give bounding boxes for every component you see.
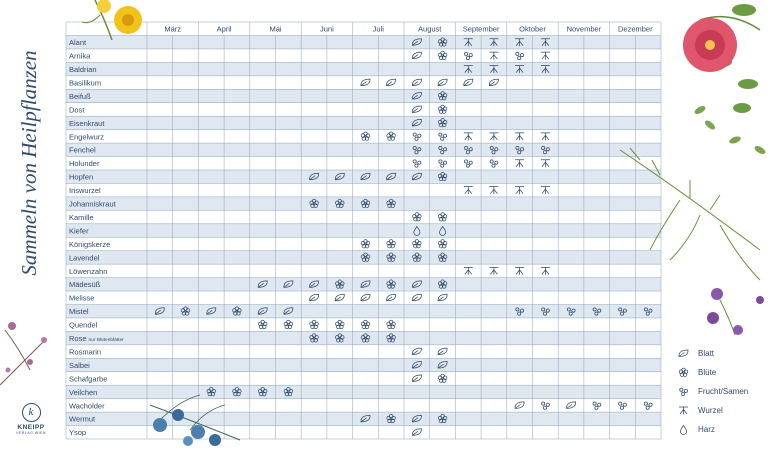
month-label: Juli [372,24,384,34]
plant-name: Wermut [69,414,96,424]
legend-item-seed [677,382,767,401]
table-row [66,143,661,156]
plant-name: Ysop [69,428,87,438]
table-row [66,331,661,344]
table-row [66,183,661,196]
legend-item-leaf [677,344,767,363]
drop-icon [677,424,690,435]
month-label: November [566,24,602,34]
plant-name: Kamille [69,212,94,222]
root-icon [679,407,688,415]
plant-name: Königskerze [69,239,111,249]
plant-name: Basilikum [69,78,102,88]
month-label: April [216,24,232,34]
legend-item-flower [677,363,767,382]
plant-name: Engelwurz [69,132,105,142]
table-row [66,372,661,385]
legend-item-drop [677,420,767,439]
plant-name: Beifuß [69,91,91,101]
plant-name: Mistel [69,307,89,317]
plant-name: Arnika [69,51,91,61]
month-label: Juni [320,24,334,34]
plant-name: Wacholder [69,401,105,411]
seeds-icon [677,386,690,397]
table-row [66,264,661,277]
plant-name: Eisenkraut [69,118,105,128]
plant-name: Salbei [69,360,90,370]
leaf-icon [677,348,690,359]
table-row [66,237,661,250]
month-header [164,25,653,34]
table-row [66,291,661,304]
plant-name: Hopfen [69,172,94,182]
plant-name: Quendel [69,320,98,330]
legend-label: Blatt [698,349,715,358]
table-row [66,36,661,49]
table-row [66,399,661,412]
plant-name: Fenchel [69,145,96,155]
plant-name: Lavendel [69,253,100,263]
month-label: Oktober [519,24,546,34]
seed-icon [680,388,688,395]
kneipp-logo [16,403,46,435]
month-label: Dezember [617,24,653,34]
plant-name: Mädesüß [69,280,101,290]
flower-icon [679,368,688,376]
table-row [66,358,661,371]
kneipp-logo-sub: VERLAG WIEN [16,431,46,435]
month-label: August [418,24,442,34]
legend [677,344,767,439]
legend-label: Wurzel [698,406,723,415]
plant-name: Schafgarbe [69,374,108,384]
plant-note: nur Blütenblätter [88,338,124,343]
table-row [66,305,661,318]
table-row [66,62,661,75]
leaf-icon [679,350,688,357]
table-row [66,278,661,291]
plant-name: Rose nur Blütenblätter [69,334,124,343]
plant-name: Kiefer [69,226,89,236]
table-row [66,103,661,116]
table-row [66,345,661,358]
plant-name: Veilchen [69,387,98,397]
kneipp-logo-mark: k [22,403,41,422]
table-row [66,426,661,439]
table-row [66,116,661,129]
plant-name: Alant [69,38,87,48]
month-label: März [164,24,182,34]
kneipp-logo-name: KNEIPP [17,424,45,431]
table-row [66,49,661,62]
page-title: Sammeln von Heilpflanzen [17,50,41,276]
plant-name: Holunder [69,159,100,169]
legend-label: Blüte [698,368,717,377]
plant-name: Johanniskraut [69,199,116,209]
legend-label: Harz [698,425,715,434]
plant-name: Baldrian [69,65,97,74]
drop-icon [680,426,686,435]
legend-item-root [677,401,767,420]
table-row [66,224,661,237]
month-label: Mai [269,24,282,34]
plant-name: Melisse [69,293,95,303]
table-row [66,251,661,264]
table-row [66,412,661,425]
plant-name: Dost [69,105,85,115]
plant-name: Rosmarin [69,347,102,357]
root-icon [677,405,690,416]
table-row [66,197,661,210]
table-row [66,76,661,89]
plant-name: Iriswurzel [69,186,101,196]
table-row [66,89,661,102]
flower-icon [677,367,690,378]
plant-name: Löwenzahn [69,266,108,276]
table-row [66,170,661,183]
table-row [66,318,661,331]
table-row [66,157,661,170]
table-row [66,385,661,398]
table-row [66,130,661,143]
table-row [66,210,661,223]
legend-label: Frucht/Samen [698,387,749,396]
month-label: September [462,24,500,34]
